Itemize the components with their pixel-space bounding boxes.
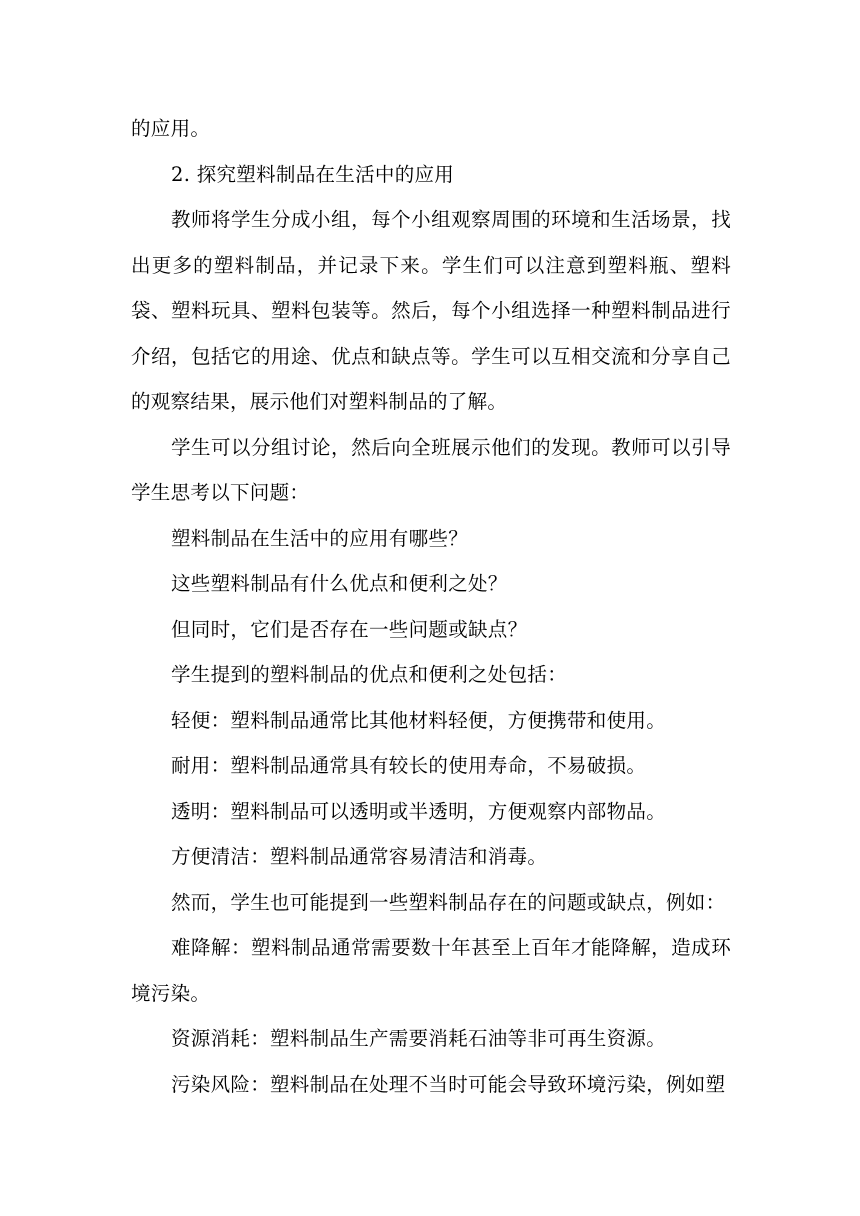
advantages-intro: 学生提到的塑料制品的优点和便利之处包括： <box>171 663 568 686</box>
paragraph-discussion: 学生可以分组讨论，然后向全班展示他们的发现。教师可以引导学生思考以下问题： <box>131 435 731 504</box>
question-item: 这些塑料制品有什么优点和便利之处？ <box>171 572 508 595</box>
paragraph-continuation: 的应用。 <box>131 117 211 140</box>
paragraph-group-activity: 教师将学生分成小组，每个小组观察周围的环境和生活场景，找出更多的塑料制品，并记录下来。学生们可以注意到塑料瓶、塑料袋、塑料玩具、塑料包装等。然后，每个小组选择一种塑料制品进行介绍，包括它的用途、优点和缺点等。学生可以互相交流和分享自己的观察结果，展示他们对塑料制品的了解。 <box>131 208 731 413</box>
advantage-item: 耐用：塑料制品通常具有较长的使用寿命，不易破损。 <box>171 754 647 777</box>
question-item: 但同时，它们是否存在一些问题或缺点？ <box>171 617 528 641</box>
disadvantage-item: 污染风险：塑料制品在处理不当时可能会导致环境污染，例如塑 <box>171 1072 726 1096</box>
question-item: 塑料制品在生活中的应用有哪些？ <box>171 526 469 550</box>
document-body <box>131 106 731 1107</box>
disadvantages-intro: 然而，学生也可能提到一些塑料制品存在的问题或缺点，例如： <box>171 890 726 914</box>
disadvantage-item: 资源消耗：塑料制品生产需要消耗石油等非可再生资源。 <box>171 1027 667 1050</box>
advantage-item: 方便清洁：塑料制品通常容易清洁和消毒。 <box>171 845 548 868</box>
disadvantage-item: 难降解：塑料制品通常需要数十年甚至上百年才能降解，造成环境污染。 <box>131 936 731 1005</box>
advantage-item: 轻便：塑料制品通常比其他材料轻便，方便携带和使用。 <box>171 708 667 732</box>
advantage-item: 透明：塑料制品可以透明或半透明，方便观察内部物品。 <box>171 799 667 823</box>
section-heading: 2. 探究塑料制品在生活中的应用 <box>171 162 455 186</box>
